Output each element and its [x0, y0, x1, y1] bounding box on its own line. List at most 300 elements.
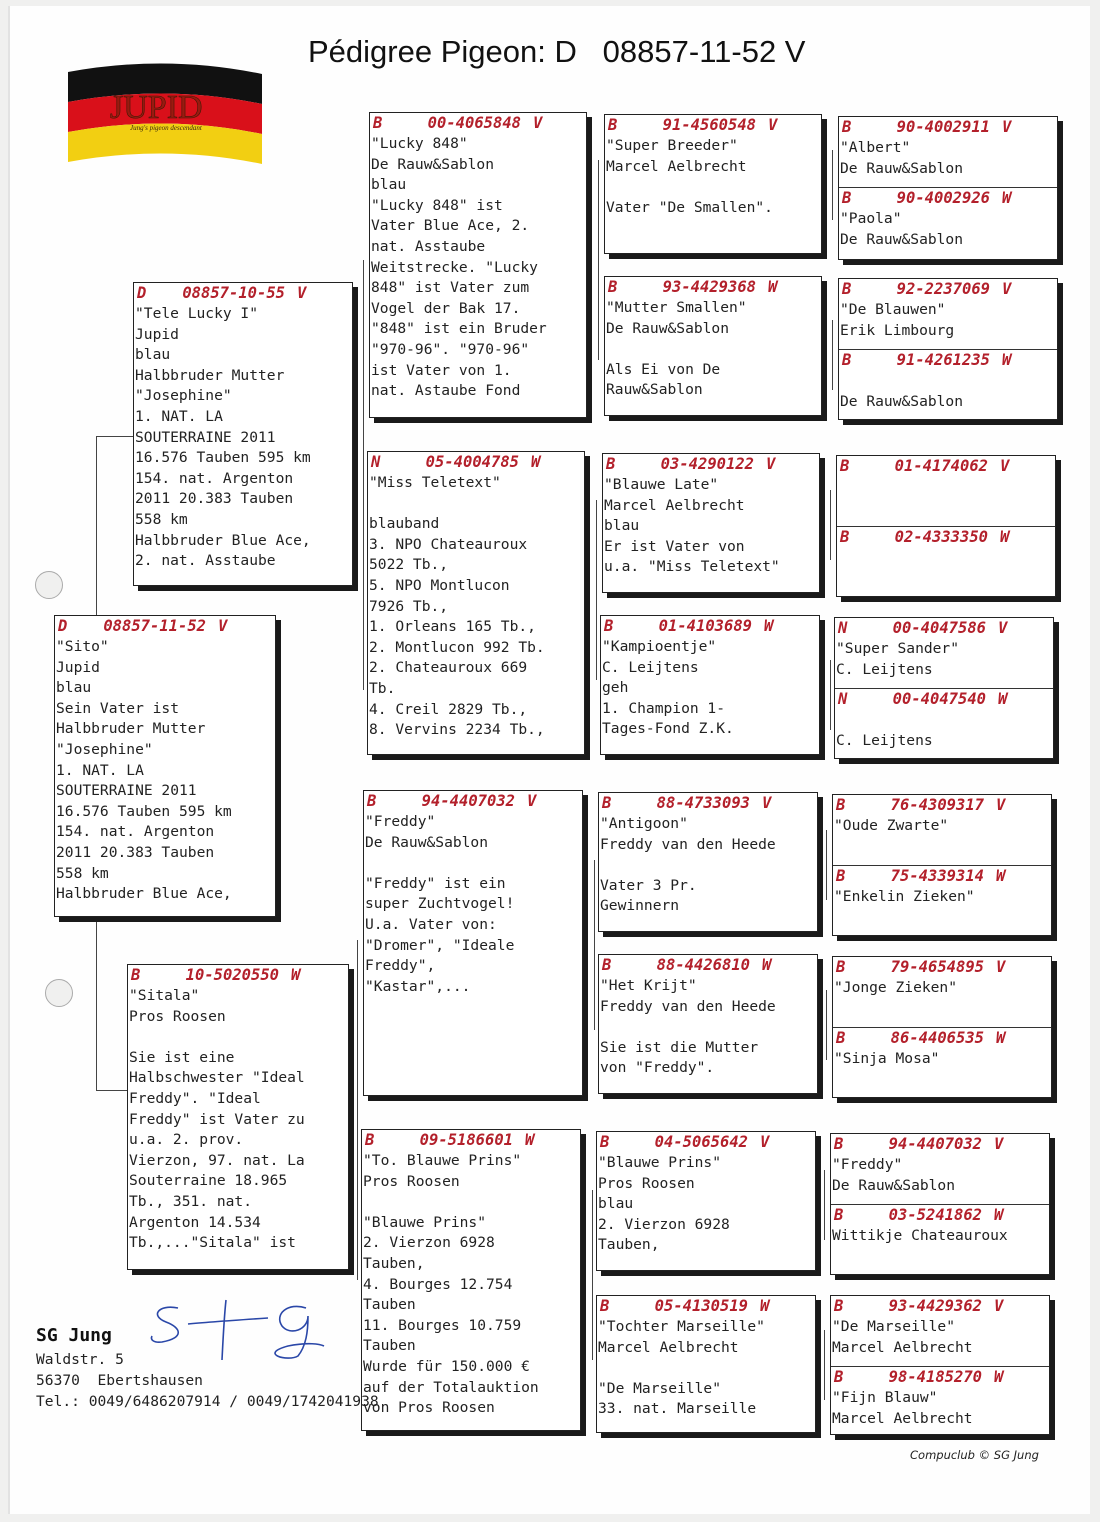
pedigree-text-line: "Mutter Smallen"	[606, 299, 747, 316]
pedigree-card	[833, 865, 1051, 928]
connector-line	[832, 150, 833, 220]
pedigree-text-line	[362, 1192, 580, 1213]
gender-code: V	[1000, 457, 1010, 475]
pedigree-card	[362, 1130, 580, 1419]
gender-code: W	[764, 617, 774, 635]
connector-line	[596, 500, 597, 680]
pedigree-text-line	[839, 371, 1057, 392]
connector-line	[832, 320, 833, 390]
pedigree-text-line: Als Ei von De	[606, 360, 721, 378]
pedigree-card	[605, 277, 821, 401]
punch-hole	[45, 979, 73, 1007]
connector-line	[826, 830, 827, 900]
pedigree-text-line: Marcel Aelbrecht	[604, 496, 745, 514]
ring-number: 91-4261235	[896, 351, 990, 369]
ring-number: 01-4103689	[658, 617, 752, 635]
gender-code: V	[766, 455, 776, 473]
pedigree-text-line: 1. Champion 1-	[602, 699, 726, 717]
ring-number: 94-4407032	[888, 1135, 982, 1153]
gender-code: V	[762, 794, 772, 812]
footer-credit: Compuclub © SG Jung	[910, 1448, 1039, 1462]
gender-code: V	[1002, 280, 1012, 298]
ring-header	[603, 454, 819, 475]
pedigree-text-line: Halbschwester "Ideal	[129, 1069, 305, 1087]
gender-code: W	[996, 867, 1006, 885]
ring-header	[839, 350, 1057, 371]
pedigree-text-line: 3. NPO Chateauroux	[369, 535, 528, 553]
sex-prefix: B	[602, 794, 612, 812]
gender-code: V	[996, 958, 1006, 976]
pedigree-text-line: SOUTERRAINE 2011	[56, 782, 197, 800]
sex-prefix: B	[608, 278, 618, 296]
sex-prefix: B	[842, 118, 852, 136]
pedigree-text-line: auf der Totalauktion	[363, 1378, 539, 1396]
jupid-logo	[66, 58, 266, 170]
sex-prefix: B	[608, 116, 618, 134]
pedigree-text-line: Vogel der Bak 17.	[371, 299, 521, 317]
connector-line	[594, 860, 595, 1030]
sex-prefix: B	[834, 1206, 844, 1224]
ring-header	[368, 452, 584, 473]
pedigree-text-line: Freddy van den Heede	[600, 997, 776, 1015]
pedigree-text-line	[364, 853, 582, 874]
ring-number: 00-4047586	[892, 619, 986, 637]
ring-header	[831, 1205, 1049, 1226]
connector-line	[363, 260, 364, 690]
sex-prefix: B	[842, 189, 852, 207]
pedigree-text-line: von Pros Roosen	[363, 1399, 495, 1417]
pedigree-text-line: 558 km	[56, 864, 109, 882]
pedigree-text-line: Wittikje Chateauroux	[832, 1227, 1008, 1244]
connector-line	[357, 940, 358, 1280]
pedigree-box-gen4	[598, 792, 818, 932]
pedigree-text-line: blau	[604, 517, 640, 535]
pedigree-card	[835, 618, 1053, 688]
gender-code: W	[762, 956, 772, 974]
ring-number: 94-4407032	[421, 792, 515, 810]
connector-line	[830, 490, 831, 560]
pedigree-card	[835, 688, 1053, 751]
ring-header	[833, 866, 1051, 887]
connector-line	[592, 1190, 593, 1360]
pedigree-text-line: De Rauw&Sablon	[840, 159, 964, 177]
pedigree-text-line: 2. nat. Asstaube	[135, 552, 276, 570]
ring-number: 93-4429368	[662, 278, 756, 296]
pedigree-card	[597, 1296, 815, 1420]
pedigree-text-line: "Sito"	[56, 638, 109, 655]
pedigree-text-line	[128, 1027, 348, 1048]
pedigree-text-line: "Enkelin Zieken"	[834, 888, 975, 905]
pedigree-text-line: "848" ist ein Bruder	[371, 320, 547, 338]
ring-number: 98-4185270	[888, 1368, 982, 1386]
gender-code: V	[994, 1297, 1004, 1315]
pedigree-text-line: Rauw&Sablon	[606, 381, 703, 399]
pedigree-text-line: "Freddy"	[365, 813, 436, 830]
ring-number: 88-4733093	[656, 794, 750, 812]
connector-line	[826, 990, 827, 1060]
pedigree-box-sire-sire	[369, 112, 587, 418]
pedigree-text-line: 4. Bourges 12.754	[363, 1275, 513, 1293]
svg-text:Jung's pigeon descendant: Jung's pigeon descendant	[130, 124, 202, 132]
connector-line	[824, 1170, 825, 1240]
gender-code: W	[525, 1131, 535, 1149]
pedigree-text-line: U.a. Vater von:	[365, 915, 497, 933]
pedigree-text-line	[831, 1247, 1049, 1268]
sex-prefix: B	[365, 1131, 375, 1149]
ring-header	[601, 616, 819, 637]
pedigree-text-line: "Sinja Mosa"	[834, 1050, 940, 1067]
breeder-city: 56370 Ebertshausen	[36, 1372, 203, 1389]
pedigree-text-line	[599, 1017, 817, 1038]
punch-hole	[35, 571, 63, 599]
pedigree-text-line: Pros Roosen	[363, 1172, 460, 1190]
pedigree-box-sire-dam	[367, 451, 585, 755]
gender-code: V	[218, 617, 228, 635]
pedigree-text-line: Erik Limbourg	[840, 321, 955, 339]
gender-code: W	[998, 690, 1008, 708]
ring-header	[833, 957, 1051, 978]
pedigree-box-dam-dam	[361, 1129, 581, 1431]
sex-prefix: B	[840, 528, 850, 546]
ring-header	[364, 791, 582, 812]
pedigree-text-line: C. Leijtens	[836, 660, 933, 678]
pedigree-text-line: Freddy",	[365, 957, 436, 975]
connector-line	[96, 922, 97, 1090]
sex-prefix: B	[600, 1297, 610, 1315]
sex-prefix: B	[834, 1368, 844, 1386]
pedigree-text-line: "To. Blauwe Prins"	[363, 1152, 522, 1169]
pedigree-text-line: 16.576 Tauben 595 km	[135, 449, 311, 467]
pedigree-text-line: 4. Creil 2829 Tb.,	[369, 700, 528, 718]
pedigree-card	[134, 283, 352, 572]
sex-prefix: B	[367, 792, 377, 810]
pedigree-box-gen4	[602, 453, 820, 593]
gender-code: W	[291, 966, 301, 984]
pedigree-box-dam	[127, 964, 349, 1270]
ring-number: 04-5065642	[654, 1133, 748, 1151]
gender-code: W	[994, 1206, 1004, 1224]
sex-prefix: B	[842, 280, 852, 298]
connector-line	[96, 436, 134, 437]
pedigree-text-line: Vater "De Smallen".	[606, 198, 773, 216]
pedigree-text-line: Vater Blue Ace, 2.	[371, 217, 530, 235]
gender-code: W	[760, 1297, 770, 1315]
pedigree-text-line: 11. Bourges 10.759	[363, 1316, 522, 1334]
pedigree-text-line: "Antigoon"	[600, 815, 688, 832]
pedigree-box-subject	[54, 615, 276, 917]
pedigree-text-line: Halbbruder Blue Ace,	[56, 885, 232, 903]
pedigree-box-gen4	[596, 1295, 816, 1433]
pedigree-text-line: 2. Vierzon 6928	[363, 1234, 495, 1252]
pedigree-box-gen5	[830, 1133, 1050, 1275]
pedigree-card	[831, 1366, 1049, 1429]
pedigree-card	[837, 456, 1055, 526]
pedigree-card	[599, 955, 817, 1079]
pedigree-text-line: blau	[371, 176, 407, 194]
pedigree-text-line: 7926 Tb.,	[369, 597, 449, 615]
gender-code: V	[297, 284, 307, 302]
pedigree-card	[368, 452, 584, 741]
sex-prefix: N	[371, 453, 381, 471]
sex-prefix: B	[834, 1135, 844, 1153]
ring-header	[833, 1028, 1051, 1049]
pedigree-text-line	[833, 837, 1051, 858]
pedigree-text-line: "Tochter Marseille"	[598, 1318, 765, 1335]
pedigree-text-line: Marcel Aelbrecht	[832, 1338, 973, 1356]
pedigree-text-line: nat. Astaube Fond	[371, 382, 521, 400]
pedigree-card	[128, 965, 348, 1254]
pedigree-text-line: Marcel Aelbrecht	[606, 157, 747, 175]
pedigree-text-line: super Zuchtvogel!	[365, 895, 515, 913]
pedigree-text-line: "Kampioentje"	[602, 638, 717, 655]
pedigree-box-gen4	[600, 615, 820, 755]
pedigree-box-gen5	[838, 278, 1058, 420]
pedigree-box-sire	[133, 282, 353, 586]
ring-number: 88-4426810	[656, 956, 750, 974]
ring-header	[833, 795, 1051, 816]
gender-code: W	[1002, 351, 1012, 369]
gender-code: V	[994, 1135, 1004, 1153]
gender-code: V	[760, 1133, 770, 1151]
pedigree-text-line: "970-96". "970-96"	[371, 340, 530, 358]
ring-header	[599, 793, 817, 814]
pedigree-text-line: 33. nat. Marseille	[598, 1400, 757, 1418]
pedigree-text-line: 5022 Tb.,	[369, 556, 449, 574]
ring-header	[837, 527, 1055, 548]
pedigree-text-line: ist Vater von 1.	[371, 361, 512, 379]
pedigree-box-gen5	[832, 956, 1052, 1098]
pedigree-text-line: Er ist Vater von	[604, 537, 745, 555]
pedigree-text-line: Freddy" ist Vater zu	[129, 1110, 305, 1128]
pedigree-text-line: "De Marseille"	[832, 1318, 956, 1335]
pedigree-text-line: blauband	[369, 515, 440, 533]
ring-number: 90-4002911	[896, 118, 990, 136]
pedigree-card	[831, 1296, 1049, 1366]
sex-prefix: N	[838, 619, 848, 637]
pedigree-text-line: Freddy". "Ideal	[129, 1089, 261, 1107]
pedigree-text-line	[837, 548, 1055, 569]
page-title: Pédigree Pigeon: D 08857-11-52 V	[308, 34, 806, 69]
pedigree-text-line: "Fijn Blauw"	[832, 1389, 938, 1406]
pedigree-box-gen4	[604, 114, 822, 254]
ring-header	[362, 1130, 580, 1151]
pedigree-text-line: 1. NAT. LA	[135, 407, 223, 425]
ring-header	[597, 1132, 815, 1153]
pedigree-text-line: Tb.	[369, 679, 396, 697]
pedigree-text-line: 2011 20.383 Tauben	[56, 843, 215, 861]
sex-prefix: B	[600, 1133, 610, 1151]
pedigree-text-line: 2. Chateauroux 669	[369, 659, 528, 677]
pedigree-card	[370, 113, 586, 402]
pedigree-card	[833, 795, 1051, 865]
pedigree-text-line: "Kastar",...	[365, 977, 471, 995]
gender-code: W	[531, 453, 541, 471]
ring-number: 09-5186601	[419, 1131, 513, 1149]
ring-header	[835, 689, 1053, 710]
ring-number: 02-4333350	[894, 528, 988, 546]
pedigree-text-line: Vater 3 Pr.	[600, 876, 697, 894]
pedigree-text-line: "Lucky 848"	[371, 135, 468, 152]
pedigree-text-line: 1. NAT. LA	[56, 761, 144, 779]
pedigree-card	[605, 115, 821, 218]
pedigree-box-gen5	[838, 116, 1058, 260]
ring-header	[55, 616, 275, 637]
pedigree-text-line: 2. Vierzon 6928	[598, 1215, 730, 1233]
ring-header	[839, 188, 1057, 209]
pedigree-text-line: De Rauw&Sablon	[606, 319, 730, 337]
sex-prefix: B	[834, 1297, 844, 1315]
ring-header	[835, 618, 1053, 639]
ring-header	[839, 117, 1057, 138]
pedigree-text-line: 5. NPO Montlucon	[369, 576, 510, 594]
pedigree-text-line: 1. Orleans 165 Tb.,	[369, 618, 536, 636]
gender-code: V	[1002, 118, 1012, 136]
sex-prefix: B	[842, 351, 852, 369]
ring-number: 76-4309317	[890, 796, 984, 814]
pedigree-text-line: "Dromer", "Ideale	[365, 936, 515, 954]
pedigree-text-line	[599, 855, 817, 876]
pedigree-text-line: 2. Montlucon 992 Tb.	[369, 638, 545, 656]
pedigree-text-line: Sein Vater ist	[56, 699, 180, 717]
pedigree-text-line: Wurde für 150.000 €	[363, 1357, 530, 1375]
pedigree-text-line: Tb.,..."Sitala" ist	[129, 1234, 296, 1252]
ring-number: 93-4429362	[888, 1297, 982, 1315]
pedigree-text-line: 2011 20.383 Tauben	[135, 490, 294, 508]
pedigree-text-line: Pros Roosen	[129, 1007, 226, 1025]
pedigree-text-line: "Super Sander"	[836, 640, 960, 657]
gender-code: W	[768, 278, 778, 296]
pedigree-text-line: "Josephine"	[135, 387, 232, 405]
pedigree-box-gen5	[832, 794, 1052, 936]
pedigree-text-line: 154. nat. Argenton	[135, 469, 294, 487]
pedigree-text-line: 558 km	[135, 510, 188, 528]
ring-header	[839, 279, 1057, 300]
pedigree-text-line: C. Leijtens	[836, 731, 933, 749]
connector-line	[96, 436, 97, 616]
sex-prefix: B	[131, 966, 141, 984]
ring-header	[599, 955, 817, 976]
pedigree-text-line: blau	[598, 1195, 634, 1213]
pedigree-card	[603, 454, 819, 578]
pedigree-text-line: "Blauwe Late"	[604, 476, 719, 493]
pedigree-card	[831, 1204, 1049, 1267]
pedigree-card	[839, 349, 1057, 412]
pedigree-text-line: Jupid	[56, 658, 100, 676]
sex-prefix: B	[836, 867, 846, 885]
pedigree-text-line: "Tele Lucky I"	[135, 305, 259, 322]
pedigree-text-line	[833, 1070, 1051, 1091]
gender-code: V	[768, 116, 778, 134]
gender-code: W	[996, 1029, 1006, 1047]
svg-text:JUPID: JUPID	[110, 89, 203, 126]
pedigree-text-line	[605, 339, 821, 360]
pedigree-text-line: Jupid	[135, 325, 179, 343]
pedigree-text-line: "Blauwe Prins"	[598, 1154, 722, 1171]
gender-code: V	[998, 619, 1008, 637]
pedigree-text-line: "Het Krijt"	[600, 977, 697, 994]
pedigree-text-line: Tauben,	[598, 1236, 660, 1254]
sex-prefix: B	[602, 956, 612, 974]
ring-header	[605, 115, 821, 136]
sex-prefix: B	[836, 958, 846, 976]
sex-prefix: B	[836, 796, 846, 814]
pedigree-text-line: "Sitala"	[129, 987, 200, 1004]
pedigree-card	[599, 793, 817, 917]
pedigree-text-line	[597, 1358, 815, 1379]
ring-header	[134, 283, 352, 304]
gender-code: V	[533, 114, 543, 132]
pedigree-text-line: Pros Roosen	[598, 1174, 695, 1192]
pedigree-text-line: "Oude Zwarte"	[834, 817, 949, 834]
pedigree-card	[597, 1132, 815, 1256]
pedigree-box-gen4	[598, 954, 818, 1094]
ring-number: 03-5241862	[888, 1206, 982, 1224]
pedigree-text-line: 848" ist Vater zum	[371, 279, 530, 297]
pedigree-text-line	[605, 177, 821, 198]
pedigree-text-line: De Rauw&Sablon	[840, 392, 964, 410]
sex-prefix: N	[838, 690, 848, 708]
breeder-phone: Tel.: 0049/6486207914 / 0049/1742041938	[36, 1393, 379, 1410]
pedigree-box-gen4	[596, 1131, 816, 1271]
pedigree-box-gen4	[604, 276, 822, 416]
pedigree-text-line: "Freddy" ist ein	[365, 874, 506, 892]
pedigree-card	[833, 957, 1051, 1027]
pedigree-text-line: Tb., 351. nat.	[129, 1192, 253, 1210]
sex-prefix: B	[840, 457, 850, 475]
pedigree-text-line: "Freddy"	[832, 1156, 903, 1173]
ring-number: 92-2237069	[896, 280, 990, 298]
ring-number: 90-4002926	[896, 189, 990, 207]
pedigree-card	[55, 616, 275, 905]
pedigree-box-gen5	[830, 1295, 1050, 1435]
pedigree-text-line: 8. Vervins 2234 Tb.,	[369, 721, 545, 739]
pedigree-text-line: "Jonge Zieken"	[834, 979, 958, 996]
breeder-name: SG Jung	[36, 1325, 112, 1346]
ring-number: 08857-11-52	[103, 617, 206, 635]
pedigree-text-line: Halbbruder Mutter	[56, 720, 206, 738]
pedigree-text-line: von "Freddy".	[600, 1059, 715, 1077]
ring-header	[605, 277, 821, 298]
pedigree-card	[833, 1027, 1051, 1090]
pedigree-text-line: geh	[602, 679, 629, 697]
pedigree-text-line: Halbbruder Blue Ace,	[135, 531, 311, 549]
pedigree-text-line: De Rauw&Sablon	[840, 230, 964, 248]
pedigree-card	[839, 187, 1057, 250]
pedigree-text-line: Tauben	[363, 1296, 416, 1314]
pedigree-text-line: De Rauw&Sablon	[371, 155, 495, 173]
pedigree-card	[839, 117, 1057, 187]
ring-header	[837, 456, 1055, 477]
pedigree-text-line: Weitstrecke. "Lucky	[371, 258, 538, 276]
pedigree-card	[601, 616, 819, 740]
pedigree-text-line: nat. Asstaube	[371, 237, 486, 255]
pedigree-box-gen5	[836, 455, 1056, 597]
pedigree-text-line: Argenton 14.534	[129, 1213, 261, 1231]
ring-number: 08857-10-55	[182, 284, 285, 302]
pedigree-text-line: Halbbruder Mutter	[135, 366, 285, 384]
pedigree-text-line: "De Blauwen"	[840, 301, 946, 318]
pedigree-text-line: u.a. "Miss Teletext"	[604, 558, 780, 576]
pedigree-card	[837, 526, 1055, 589]
pedigree-text-line: "Super Breeder"	[606, 137, 738, 154]
pedigree-text-line: "De Marseille"	[598, 1379, 722, 1397]
pedigree-text-line: Vierzon, 97. nat. La	[129, 1151, 305, 1169]
breeder-street: Waldstr. 5	[36, 1351, 124, 1368]
pedigree-text-line: Sie ist eine	[129, 1048, 235, 1066]
ring-header	[831, 1296, 1049, 1317]
pedigree-text-line: C. Leijtens	[602, 658, 699, 676]
pedigree-text-line: Marcel Aelbrecht	[832, 1409, 973, 1427]
